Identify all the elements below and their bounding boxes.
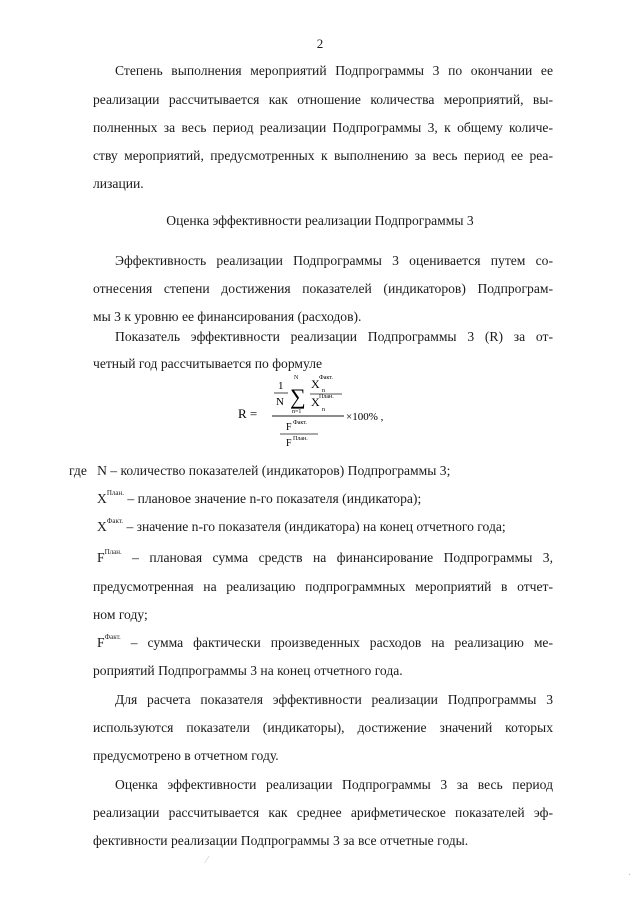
formula-n: N	[276, 396, 284, 408]
formula-f-plan: F	[286, 438, 292, 449]
def-f-fact-line-2: роприятий Подпрограммы 3 на конец отчетного года.	[93, 663, 403, 678]
def-x-fact-sup: Факт.	[106, 517, 124, 525]
section-heading: Оценка эффективности реализации Подпрограммы 3	[166, 213, 474, 228]
def-where: где	[69, 463, 87, 478]
def-f-plan-symbol: F	[97, 550, 105, 565]
def-n-text: N – количество показателей (индикаторов) Подпрограммы 3;	[97, 463, 451, 478]
para1-line-3: мы 3 к уровню ее финансирования (расходов).	[93, 309, 362, 324]
scan-speck: ⁄	[206, 855, 208, 866]
intro-line-2: реализации рассчитывается как отношение количества мероприятий, вы-	[93, 92, 553, 107]
def-x-fact-text: – значение n-го показателя (индикатора) на конец отчетного года;	[126, 519, 506, 534]
def-f-fact-symbol: F	[97, 635, 105, 650]
para1-line-1: Эффективность реализации Подпрограммы 3 оценивается путем со-	[115, 253, 553, 268]
para4-line-3: фективности реализации Подпрограммы 3 за все отчетные годы.	[93, 833, 469, 848]
page-number: 2	[316, 36, 324, 51]
def-x-plan	[97, 490, 557, 510]
intro-line-3: полненных за весь период реализации Подпрограммы 3, к общему количе-	[93, 120, 553, 135]
def-f-plan-sup: План.	[104, 548, 122, 556]
formula-one: 1	[278, 380, 284, 392]
formula-sum-top: N	[294, 375, 299, 381]
def-n	[69, 462, 539, 480]
para4-line-2: реализации рассчитывается как среднее арифметическое показателей эф-	[93, 805, 553, 820]
formula-sigma: ∑	[290, 384, 306, 409]
intro-line-4: ству мероприятий, предусмотренных к выполнению за весь период ее реа-	[93, 148, 553, 163]
def-f-plan-line-2: предусмотренная на реализацию подпрограммных мероприятий в отчет-	[93, 579, 553, 594]
formula-x-plan: X	[311, 395, 320, 409]
formula-x-fact: X	[311, 377, 320, 391]
def-x-plan-sup: План.	[106, 489, 124, 497]
def-f-fact-text-1: – сумма фактически произведенных расходов на реализацию ме-	[130, 635, 553, 650]
scan-speck-edge: ·	[628, 870, 632, 881]
def-x-fact-symbol: X	[97, 519, 107, 534]
def-f-fact-line-1	[97, 634, 553, 654]
para3-line-1: Для расчета показателя эффективности реализации Подпрограммы 3	[115, 692, 553, 707]
def-x-plan-text: – плановое значение n-го показателя (индикатора);	[127, 491, 422, 506]
para2-line-1: Показатель эффективности реализации Подпрограммы 3 (R) за от-	[115, 329, 553, 344]
para4-line-1: Оценка эффективности реализации Подпрограммы 3 за весь период	[115, 777, 553, 792]
def-x-plan-symbol: X	[97, 491, 107, 506]
def-x-fact	[97, 518, 557, 538]
formula-sum-bottom: n=1	[292, 409, 302, 415]
formula-f-fact-sup: Факт.	[293, 420, 307, 426]
para1-line-2: отнесения степени достижения показателей (индикаторов) Подпрограм-	[93, 281, 553, 296]
formula-f-fact: F	[286, 422, 292, 433]
intro-line-1: Степень выполнения мероприятий Подпрограммы 3 по окончании ее	[115, 63, 553, 78]
formula-f-plan-sup: План.	[293, 436, 308, 442]
formula-x-plan-sub: n	[322, 407, 325, 413]
formula-lhs: R =	[238, 406, 258, 421]
formula-x-fact-sup: Факт.	[319, 375, 333, 381]
para2-line-2: четный год рассчитывается по формуле	[93, 356, 323, 371]
def-f-plan-text-1: – плановая сумма средств на финансирование Подпрограммы 3,	[132, 550, 553, 565]
efficiency-formula	[238, 370, 498, 462]
def-f-plan-line-1	[97, 549, 553, 569]
formula-times: ×100% ,	[346, 411, 384, 423]
para3-line-3: предусмотрено в отчетном году.	[93, 748, 279, 763]
def-f-fact-sup: Факт.	[104, 633, 121, 641]
formula-x-fact-sub: n	[322, 388, 325, 394]
para3-line-2: используются показатели (индикаторы), достижение значений которых	[93, 720, 553, 735]
def-f-plan-line-3: ном году;	[93, 607, 148, 622]
formula-x-plan-sup: План.	[319, 394, 334, 400]
intro-line-5: лизации.	[93, 176, 144, 191]
